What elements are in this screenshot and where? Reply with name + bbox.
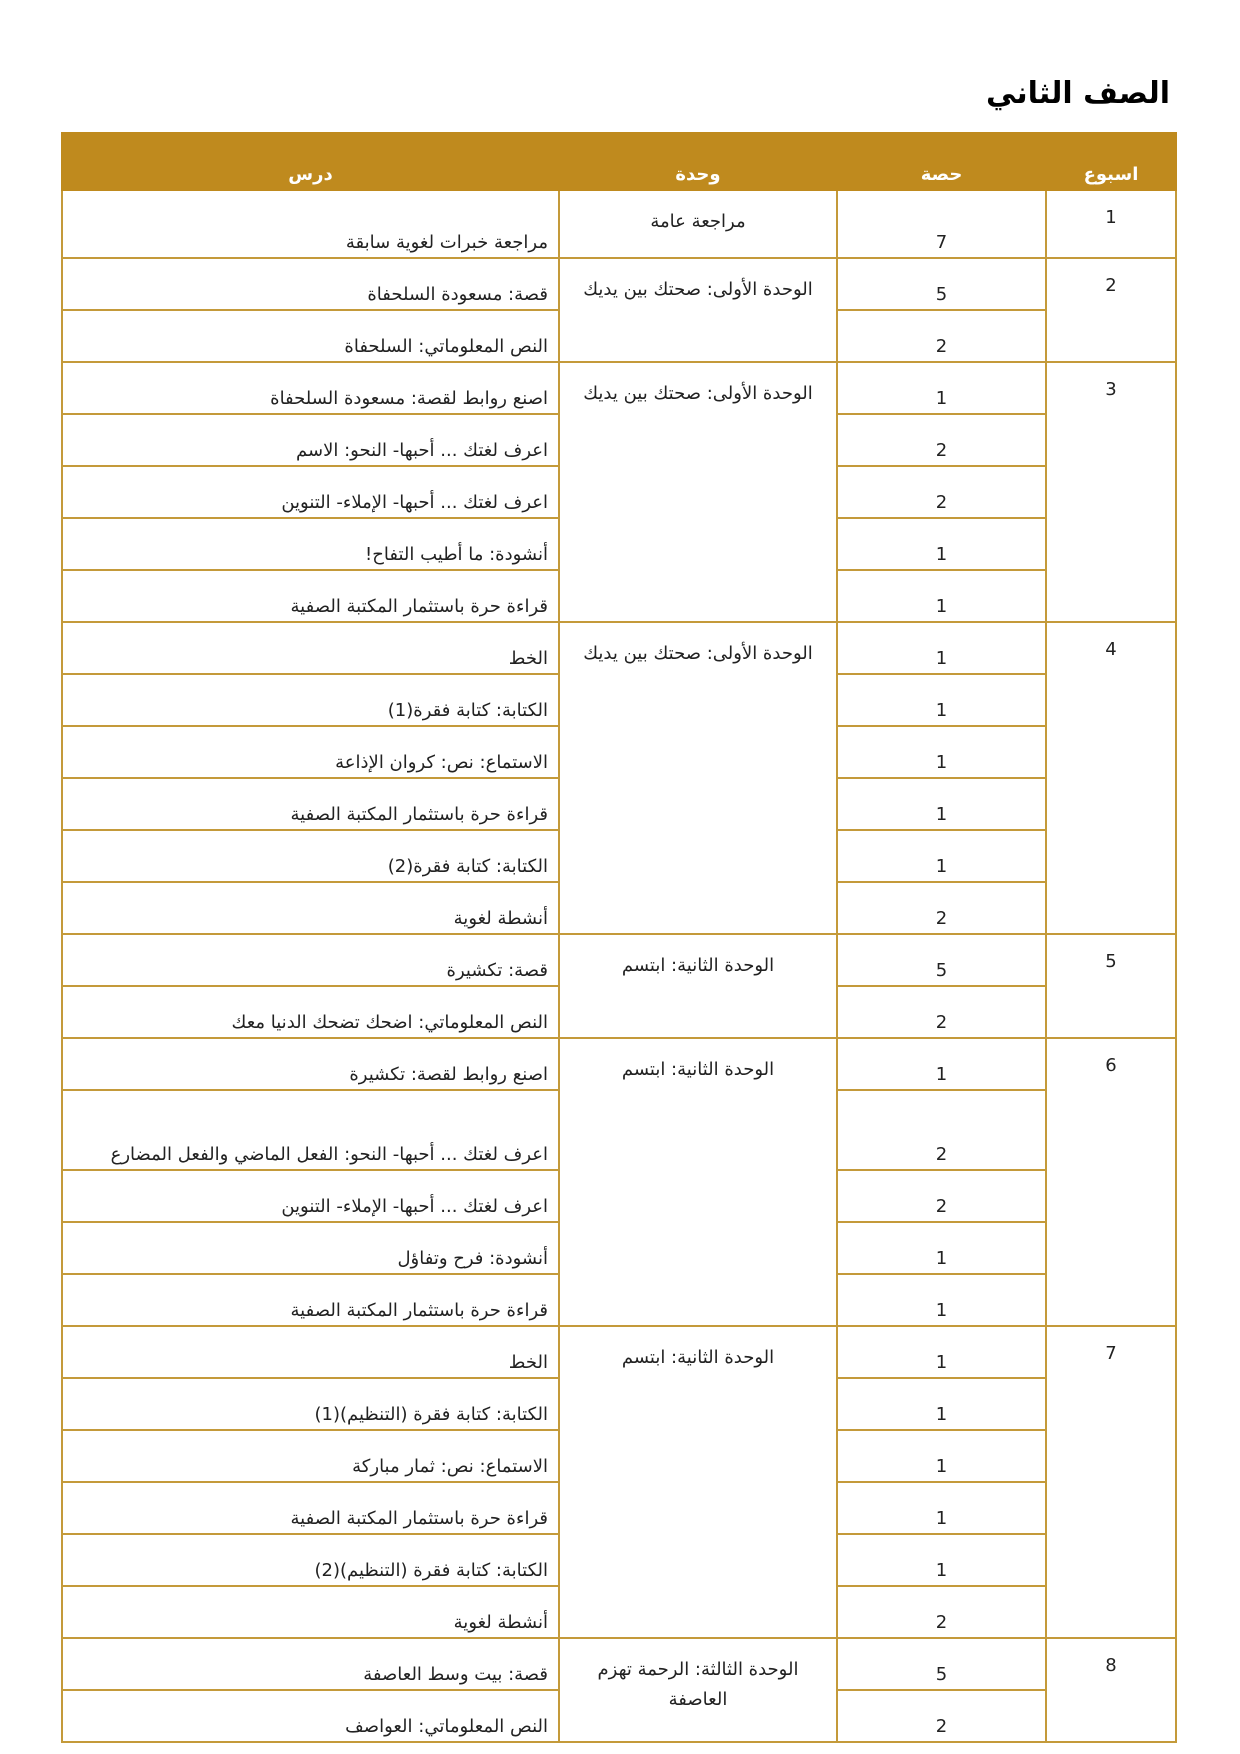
lesson-cell: الكتابة: كتابة فقرة(2): [62, 830, 559, 882]
periods-cell: 1: [837, 830, 1046, 882]
lesson-cell: مراجعة خبرات لغوية سابقة: [62, 190, 559, 258]
table-row: [62, 622, 1176, 674]
week-cell: 3: [1046, 362, 1176, 622]
lesson-cell: اصنع روابط لقصة: تكشيرة: [62, 1038, 559, 1090]
periods-cell: 1: [837, 518, 1046, 570]
periods-cell: 1: [837, 1534, 1046, 1586]
unit-cell: الوحدة الثالثة: الرحمة تهزم العاصفة: [559, 1638, 837, 1742]
lesson-cell: قصة: بيت وسط العاصفة: [62, 1638, 559, 1690]
lesson-cell: أنشطة لغوية: [62, 882, 559, 934]
week-cell: 4: [1046, 622, 1176, 934]
periods-cell: 1: [837, 1326, 1046, 1378]
periods-cell: 2: [837, 1690, 1046, 1742]
periods-cell: 1: [837, 1038, 1046, 1090]
periods-cell: 1: [837, 1430, 1046, 1482]
header-week: اسبوع: [1046, 133, 1176, 190]
periods-cell: 2: [837, 1586, 1046, 1638]
periods-cell: 2: [837, 414, 1046, 466]
periods-cell: 2: [837, 310, 1046, 362]
lesson-cell: قصة: تكشيرة: [62, 934, 559, 986]
lesson-cell: الخط: [62, 622, 559, 674]
unit-cell: مراجعة عامة: [559, 190, 837, 258]
table-row: [62, 934, 1176, 986]
lesson-cell: النص المعلوماتي: العواصف: [62, 1690, 559, 1742]
lesson-cell: اعرف لغتك ... أحبها- الإملاء- التنوين: [62, 1170, 559, 1222]
lesson-cell: الاستماع: نص: كروان الإذاعة: [62, 726, 559, 778]
periods-cell: 2: [837, 882, 1046, 934]
unit-cell: الوحدة الثانية: ابتسم: [559, 1038, 837, 1326]
periods-cell: 1: [837, 726, 1046, 778]
periods-cell: 2: [837, 466, 1046, 518]
lesson-cell: الكتابة: كتابة فقرة (التنظيم)(2): [62, 1534, 559, 1586]
week-cell: 8: [1046, 1638, 1176, 1742]
lesson-cell: أنشطة لغوية: [62, 1586, 559, 1638]
periods-cell: 2: [837, 1170, 1046, 1222]
lesson-cell: اعرف لغتك ... أحبها- النحو: الفعل الماضي والفعل المضارع: [62, 1090, 559, 1170]
table-row: [62, 1038, 1176, 1090]
lesson-cell: قراءة حرة باستثمار المكتبة الصفية: [62, 778, 559, 830]
periods-cell: 1: [837, 674, 1046, 726]
week-cell: 2: [1046, 258, 1176, 362]
week-cell: 5: [1046, 934, 1176, 1038]
periods-cell: 5: [837, 934, 1046, 986]
periods-cell: 1: [837, 362, 1046, 414]
table-row: [62, 362, 1176, 414]
periods-cell: 7: [837, 190, 1046, 258]
periods-cell: 1: [837, 1222, 1046, 1274]
unit-cell: الوحدة الأولى: صحتك بين يديك: [559, 622, 837, 934]
lesson-cell: الخط: [62, 1326, 559, 1378]
table-row: [62, 190, 1176, 258]
lesson-cell: قراءة حرة باستثمار المكتبة الصفية: [62, 570, 559, 622]
periods-cell: 1: [837, 570, 1046, 622]
week-cell: 7: [1046, 1326, 1176, 1638]
periods-cell: 1: [837, 1378, 1046, 1430]
table-row: [62, 1326, 1176, 1378]
unit-cell: الوحدة الأولى: صحتك بين يديك: [559, 362, 837, 622]
periods-cell: 1: [837, 1482, 1046, 1534]
periods-cell: 2: [837, 986, 1046, 1038]
lesson-cell: الكتابة: كتابة فقرة(1): [62, 674, 559, 726]
header-unit: وحدة: [559, 133, 837, 190]
lesson-cell: قراءة حرة باستثمار المكتبة الصفية: [62, 1274, 559, 1326]
lesson-cell: أنشودة: ما أطيب التفاح!: [62, 518, 559, 570]
page-title: الصف الثاني: [986, 76, 1170, 111]
lesson-cell: النص المعلوماتي: اضحك تضحك الدنيا معك: [62, 986, 559, 1038]
lesson-cell: أنشودة: فرح وتفاؤل: [62, 1222, 559, 1274]
lesson-cell: قصة: مسعودة السلحفاة: [62, 258, 559, 310]
lesson-cell: قراءة حرة باستثمار المكتبة الصفية: [62, 1482, 559, 1534]
periods-cell: 5: [837, 1638, 1046, 1690]
header-lesson: درس: [62, 133, 559, 190]
table-header-row: [62, 133, 1176, 190]
lesson-cell: اصنع روابط لقصة: مسعودة السلحفاة: [62, 362, 559, 414]
week-cell: 6: [1046, 1038, 1176, 1326]
table-row: [62, 258, 1176, 310]
periods-cell: 1: [837, 622, 1046, 674]
unit-cell: الوحدة الأولى: صحتك بين يديك: [559, 258, 837, 362]
header-periods: حصة: [837, 133, 1046, 190]
lesson-cell: اعرف لغتك ... أحبها- النحو: الاسم: [62, 414, 559, 466]
lesson-cell: الاستماع: نص: ثمار مباركة: [62, 1430, 559, 1482]
unit-cell: الوحدة الثانية: ابتسم: [559, 1326, 837, 1638]
table-body: [62, 190, 1176, 1742]
lesson-cell: النص المعلوماتي: السلحفاة: [62, 310, 559, 362]
lesson-cell: اعرف لغتك ... أحبها- الإملاء- التنوين: [62, 466, 559, 518]
unit-cell: الوحدة الثانية: ابتسم: [559, 934, 837, 1038]
periods-cell: 2: [837, 1090, 1046, 1170]
periods-cell: 1: [837, 1274, 1046, 1326]
periods-cell: 1: [837, 778, 1046, 830]
lesson-cell: الكتابة: كتابة فقرة (التنظيم)(1): [62, 1378, 559, 1430]
periods-cell: 5: [837, 258, 1046, 310]
table-row: [62, 1638, 1176, 1690]
week-cell: 1: [1046, 190, 1176, 258]
schedule-table: [61, 132, 1177, 1743]
